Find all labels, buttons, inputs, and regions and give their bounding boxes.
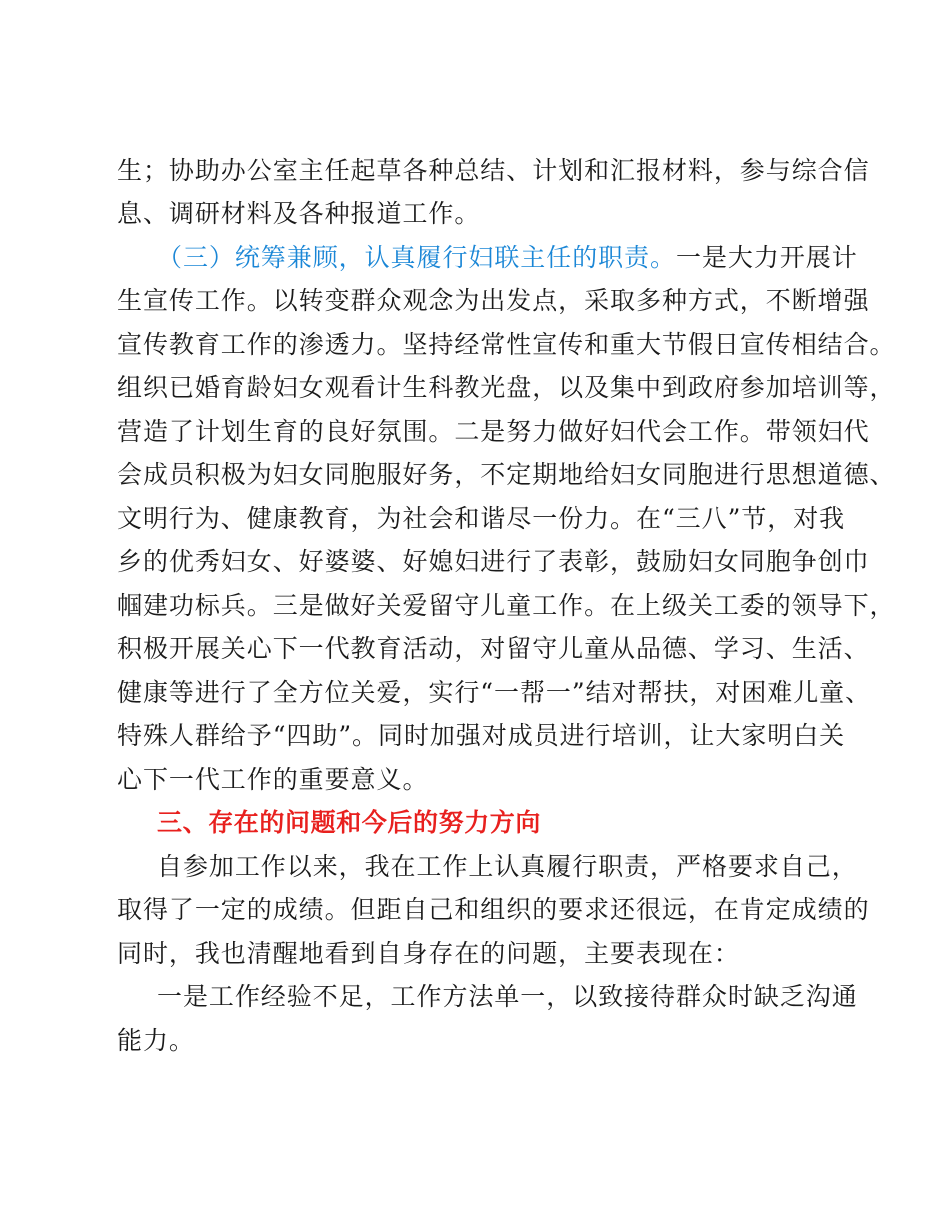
paragraph-line: 自参加工作以来，我在工作上认真履行职责，严格要求自己， [157,852,858,881]
paragraph-line: 生宣传工作。以转变群众观念为出发点，采取多种方式，不断增强 [117,286,870,315]
paragraph-line: 一是工作经验不足，工作方法单一，以致接待群众时缺乏沟通 [157,982,858,1011]
paragraph-line: 组织已婚育龄妇女观看计生科教光盘，以及集中到政府参加培训等， [117,373,896,402]
paragraph-line: 能力。 [117,1026,195,1055]
paragraph-line: 帼建功标兵。三是做好关爱留守儿童工作。在上级关工委的领导下， [117,591,896,620]
paragraph-line: 乡的优秀妇女、好婆婆、好媳妇进行了表彰，鼓励妇女同胞争创巾 [117,547,870,576]
paragraph-line: 息、调研材料及各种报道工作。 [117,199,481,228]
paragraph-line: 健康等进行了全方位关爱，实行“一帮一”结对帮扶，对困难儿童、 [117,678,872,707]
section-heading: 三、存在的问题和今后的努力方向 [157,808,542,837]
paragraph-text: 一是大力开展计 [676,243,858,272]
paragraph-line: 会成员积极为妇女同胞服好务，不定期地给妇女同胞进行思想道德、 [117,460,896,489]
paragraph-line: 积极开展关心下一代教育活动，对留守儿童从品德、学习、生活、 [117,634,870,663]
paragraph-line: 心下一代工作的重要意义。 [117,765,429,794]
paragraph-line: 特殊人群给予“四助”。同时加强对成员进行培训，让大家明白关 [117,721,846,750]
subheading: （三）统筹兼顾，认真履行妇联主任的职责。 [157,243,677,272]
paragraph-line: 取得了一定的成绩。但距自己和组织的要求还很远，在肯定成绩的 [117,895,870,924]
paragraph-line: 营造了计划生育的良好氛围。二是努力做好妇代会工作。带领妇代 [117,417,870,446]
paragraph-line: 宣传教育工作的渗透力。坚持经常性宣传和重大节假日宣传相结合。 [117,330,896,359]
paragraph-line [157,240,858,276]
paragraph-line: 同时，我也清醒地看到自身存在的问题，主要表现在： [117,939,740,968]
paragraph-line: 生；协助办公室主任起草各种总结、计划和汇报材料，参与综合信 [117,156,870,185]
paragraph-line: 文明行为、健康教育，为社会和谐尽一份力。在“三八”节，对我 [117,504,846,533]
